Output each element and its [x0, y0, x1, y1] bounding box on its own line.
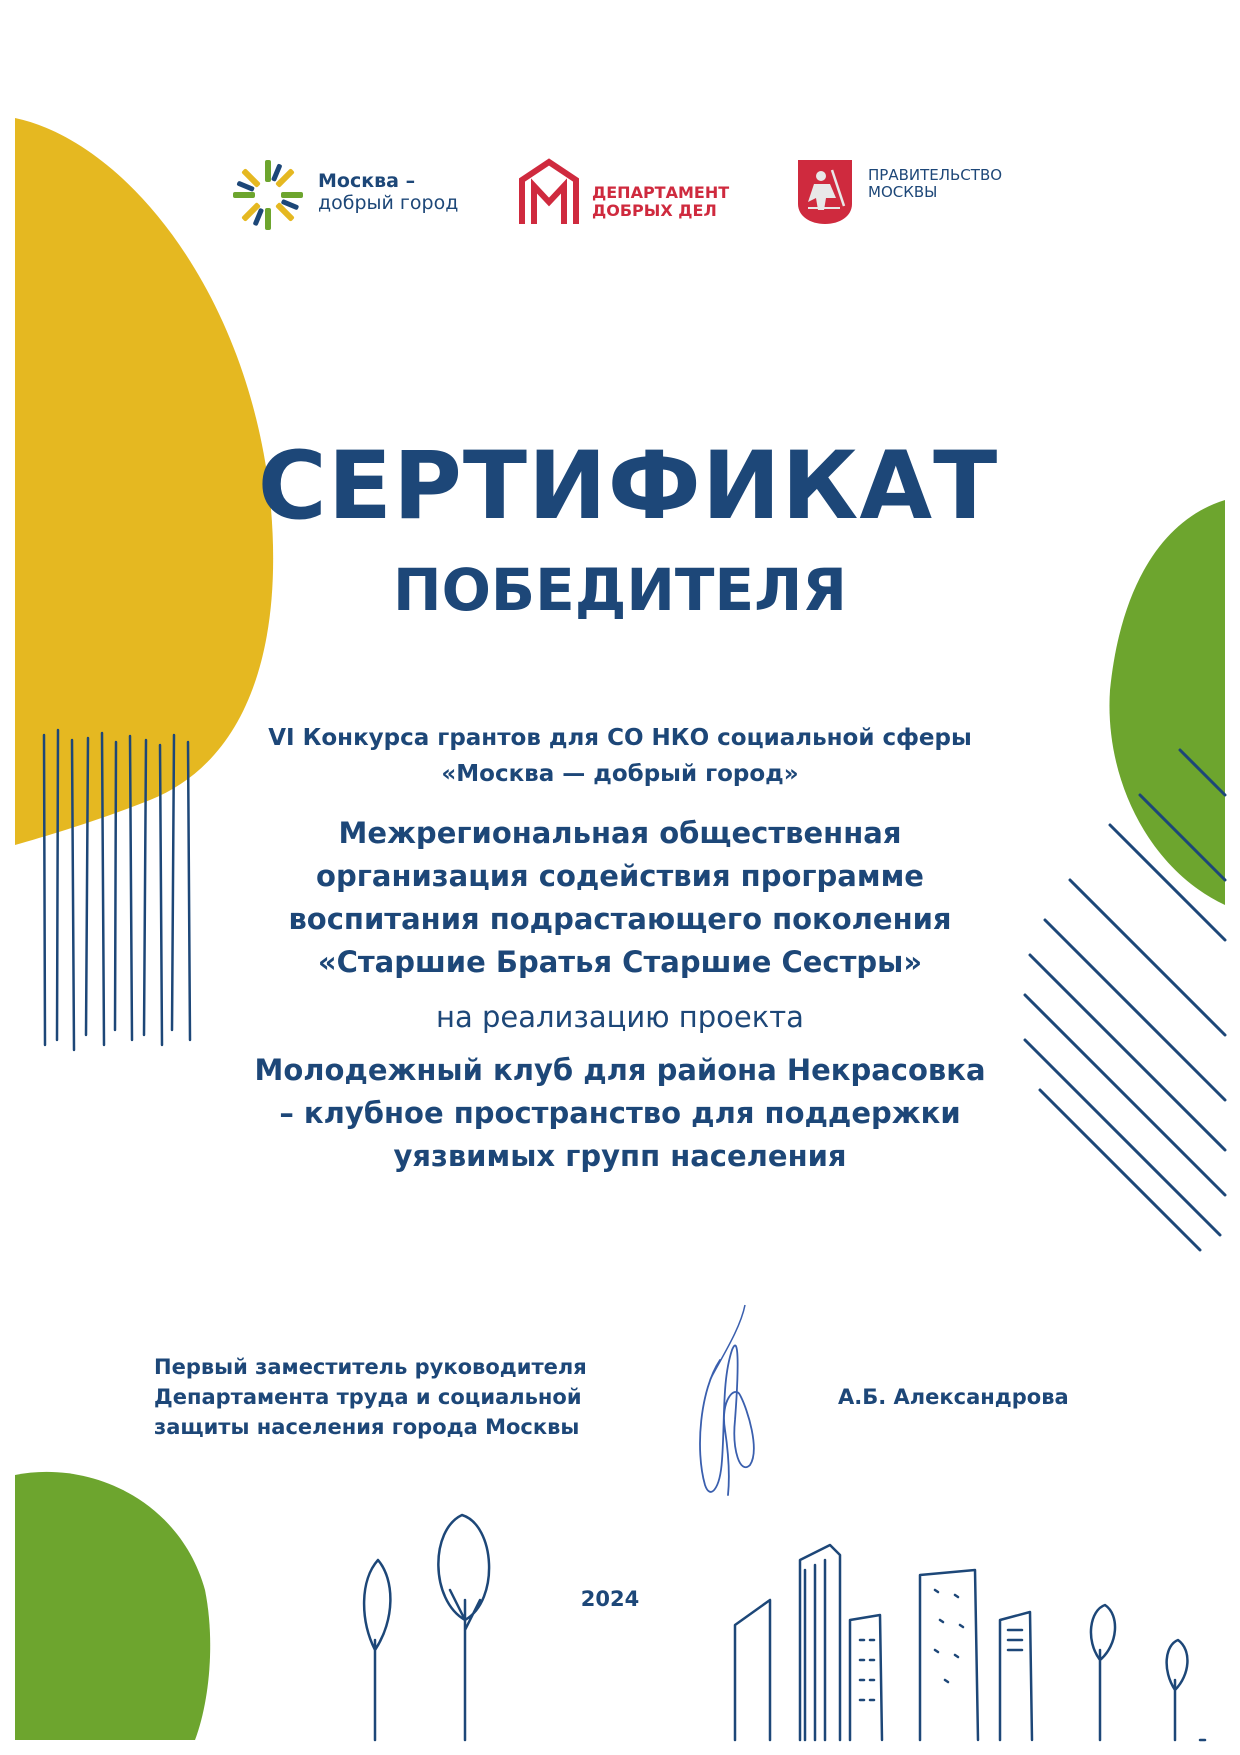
government-logo-text [868, 167, 1002, 202]
project-line: уязвимых групп населения [393, 1139, 847, 1173]
department-logo-line1: ДЕПАРТАМЕНТ [592, 183, 730, 202]
project-name [0, 1049, 1240, 1178]
organization-name [0, 812, 1240, 984]
project-line: Молодежный клуб для района Некрасовка [254, 1053, 986, 1087]
project-line: – клубное пространство для поддержки [279, 1096, 961, 1130]
moscow-kind-logo-line2: добрый город [318, 191, 459, 214]
moscow-coat-of-arms-icon [796, 158, 854, 226]
department-logo-text [592, 184, 729, 221]
contest-line1: VI Конкурса грантов для СО НКО социальной сферы [268, 725, 972, 751]
certificate-subtitle: ПОБЕДИТЕЛЯ [393, 556, 847, 624]
city-skyline-shape [364, 1515, 1205, 1740]
moscow-kind-logo-line1: Москва – [318, 170, 416, 192]
signatory-position [154, 1352, 587, 1442]
government-logo-line1: ПРАВИТЕЛЬСТВО [868, 166, 1003, 184]
signatory-name: А.Б. Александрова [838, 1385, 1069, 1409]
certificate-year: 2024 [580, 1587, 640, 1611]
organization-line: Межрегиональная общественная [338, 816, 902, 850]
moscow-kind-logo-text [318, 171, 458, 215]
certificate-title: СЕРТИФИКАТ [257, 432, 999, 541]
house-m-icon [518, 158, 580, 226]
organization-line: воспитания подрастающего поколения [288, 902, 952, 936]
government-logo-line2: МОСКВЫ [868, 183, 938, 202]
contest-line2: «Москва — добрый город» [441, 761, 799, 787]
department-logo-line2: ДОБРЫХ ДЕЛ [592, 201, 717, 221]
organization-line: организация содействия программе [316, 859, 924, 893]
signatory-position-line: Департамента труда и социальной [154, 1385, 582, 1409]
project-intro: на реализацию проекта [436, 1000, 804, 1034]
signatory-position-line: защиты населения города Москвы [154, 1415, 580, 1439]
handwritten-signature [680, 1300, 770, 1500]
signatory-position-line: Первый заместитель руководителя [154, 1355, 587, 1379]
sun-burst-icon [233, 160, 303, 230]
organization-line: «Старшие Братья Старшие Сестры» [317, 945, 923, 979]
